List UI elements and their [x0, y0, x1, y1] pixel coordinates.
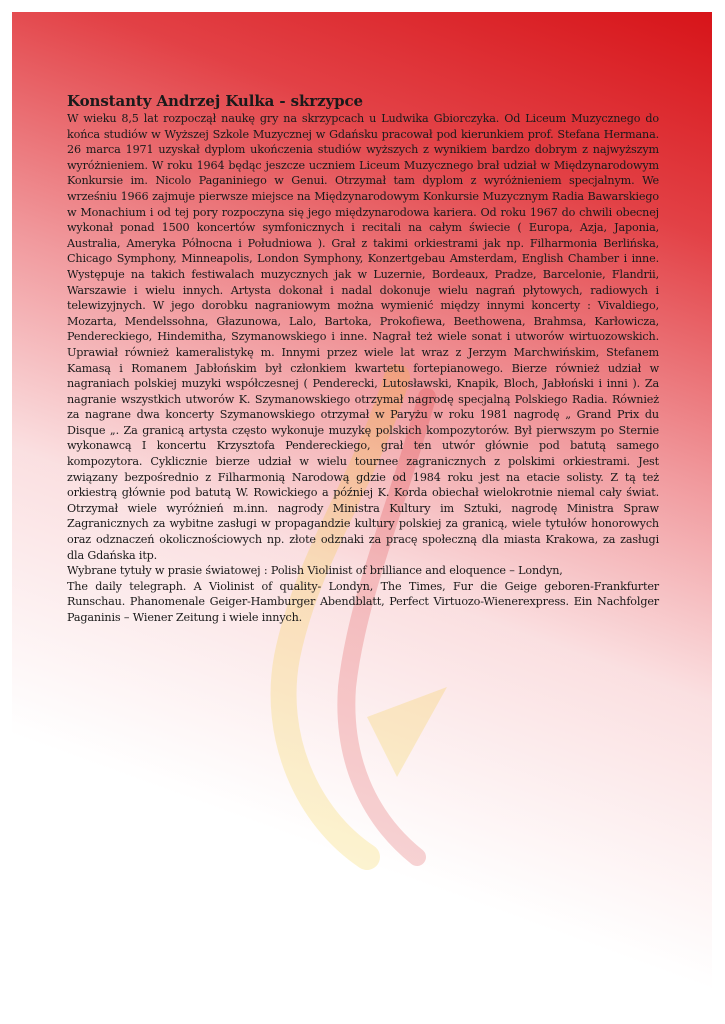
document-page: [12, 12, 712, 1012]
biography-paragraph: W wieku 8,5 lat rozpoczął naukę gry na skrzypcach u Ludwika Gbiorczyka. Od Liceum Muzycznego do końca studiów w Wyższej Szkole Muzycznej w Gdańsku pracował pod kierunkiem prof. Stefana Hermana. 26 marca 1971 uzyskał dyplom ukończenia studiów wyższych z wynikiem bardzo dobrym z najwyższym wyróżnieniem. W roku 1964 będąc jeszcze uczniem Liceum Muzycznego brał udział w Międzynarodowym Konkursie im. Nicolo Paganiniego w Genui. Otrzymał tam dyplom z wyróżnieniem specjalnym. We wrześniu 1966 zajmuje pierwsze miejsce na Międzynarodowym Konkursie Muzycznym Radia Bawarskiego w Monachium i od tej pory rozpoczyna się jego międzynarodowa kariera. Od roku 1967 do chwili obecnej wykonał ponad 1500 koncertów symfonicznych i recitali na całym świecie ( Europa, Azja, Japonia, Australia, Ameryka Północna i Południowa ). Grał z takimi orkiestrami jak np. Filharmonia Berlińska, Chicago Symphony, Minneapolis, London Symphony, Konzertgebau Amsterdam, English Chamber i inne. Występuje na takich festiwalach muzycznych jak w Luzernie, Bordeaux, Pradze, Barcelonie, Flandrii, Warszawie i wielu innych. Artysta dokonał i nadal dokonuje wielu nagrań płytowych, radiowych i telewizyjnych. W jego dorobku nagraniowym można wymienić między innymi koncerty : Vivaldiego, Mozarta, Mendelssohna, Głazunowa, Lalo, Bartoka, Prokofiewa, Beethowena, Brahmsa, Karłowicza, Pendereckiego, Hindemitha, Szymanowskiego i inne. Nagrał też wiele sonat i utworów wirtuozowskich. Uprawiał również kameralistykę m. Innymi przez wiele lat wraz z Jerzym Marchwińskim, Stefanem Kamasą i Romanem Jabłońskim był członkiem kwartetu fortepianowego. Bierze również udział w nagraniach polskiej muzyki współczesnej ( Penderecki, Lutosławski, Knapik, Bloch, Jabłoński i inni ). Za nagranie wszystkich utworów K. Szymanowskiego otrzymał nagrodę specjalną Polskiego Radia. Również za nagrane dwa koncerty Szymanowskiego otrzymał w Paryżu w roku 1981 nagrodę „ Grand Prix du Disque „. Za granicą artysta często wykonuje muzykę polskich kompozytorów. Był pierwszym po Sternie wykonawcą I koncertu Krzysztofa Pendereckiego, grał ten utwór głównie pod batutą samego kompozytora. Cyklicznie bierze udział w wielu tournee zagranicznych z polskimi orkiestrami. Jest związany bezpośrednio z Filharmonią Narodową gdzie od 1984 roku jest na etacie solisty. Z tą też orkiestrą głównie pod batutą W. Rowickiego a później K. Korda obiechał wielokrotnie niemal cały świat. Otrzymał wiele wyróżnień m.inn. nagrody Ministra Kultury im Sztuki, nagrodę Ministra Spraw Zagranicznych za wybitne zasługi w propagandzie kultury polskiej za granicą, wiele tytułów honorowych oraz odznaczeń okolicznościowych np. złote odznaki za pracę społeczną dla miasta Krakowa, za zasługi dla Gdańska itp.: [67, 112, 659, 562]
press-titles-intro: Wybrane tytuły w prasie światowej : Polish Violinist of brilliance and eloquence – Londyn,: [67, 564, 563, 578]
document-title: Konstanty Andrzej Kulka - skrzypce: [67, 92, 363, 110]
document-body: [67, 92, 659, 626]
press-titles-list: The daily telegraph. A Violinist of quality- Londyn, The Times, Fur die Geige geboren-Frankfurter Runschau. Phanomenale Geiger-Hamburger Abendblatt, Perfect Virtuozo-Wienerexpress. Ein Nachfolger Paganinis – Wiener Zeitung i wiele innych.: [67, 579, 659, 624]
